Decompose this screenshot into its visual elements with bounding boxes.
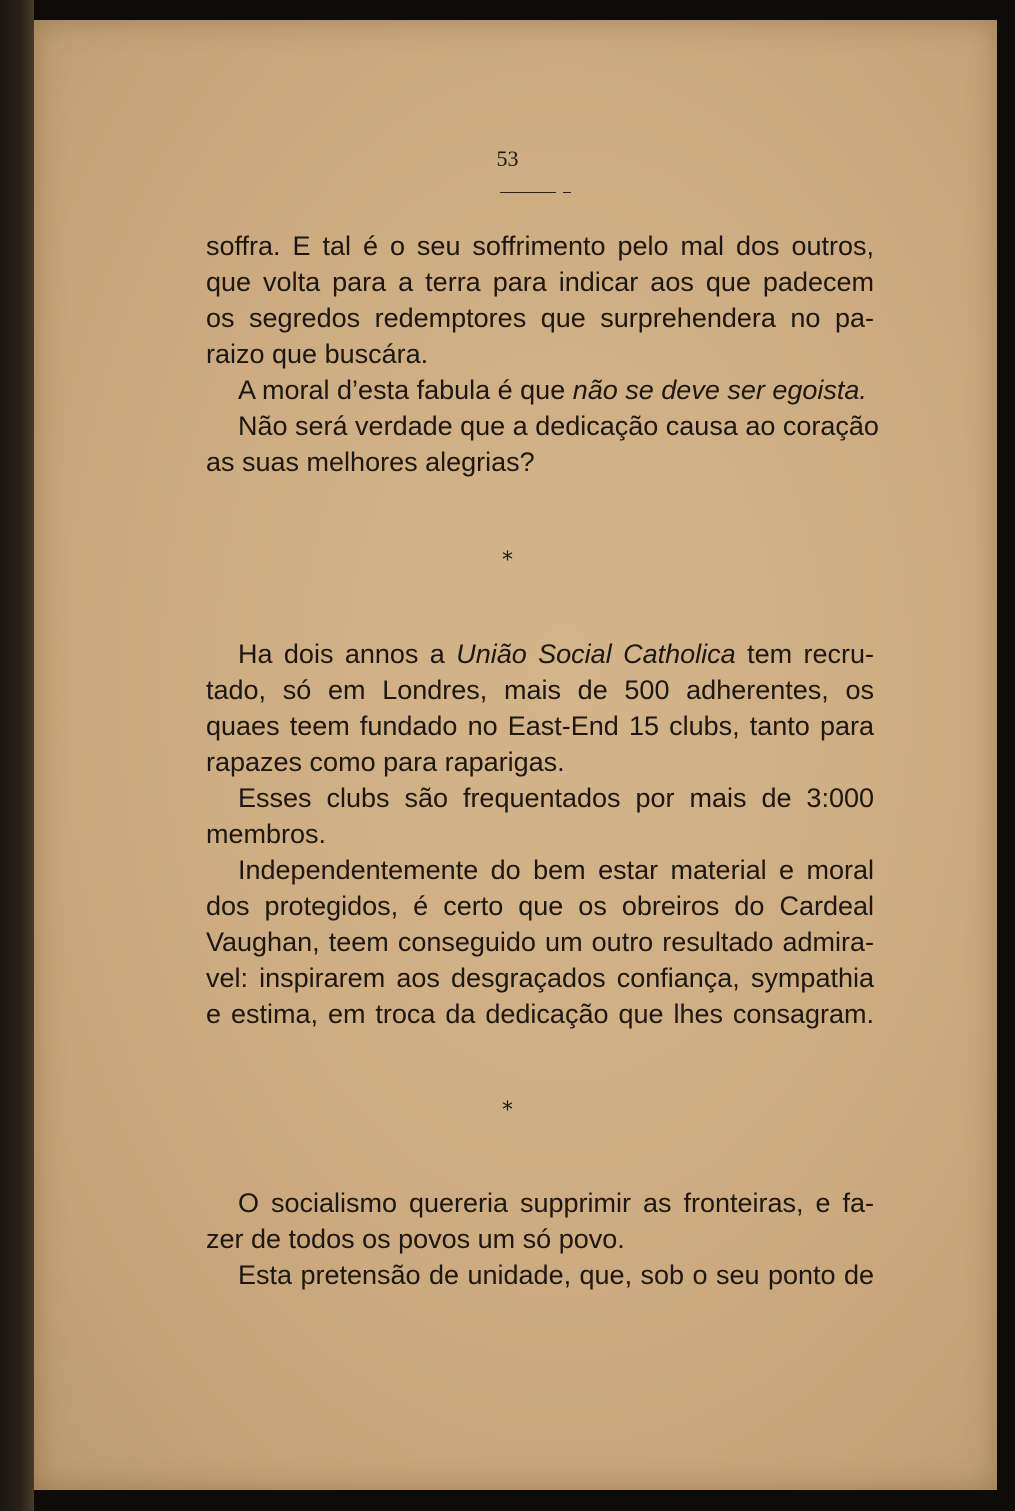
paragraph-7: [206, 1185, 874, 1257]
organization-name: União Social Catholica: [456, 639, 736, 669]
section-ornament-asterisk: *: [502, 548, 513, 573]
text-line: [206, 636, 874, 672]
header-rule: [500, 192, 556, 193]
paragraph-4: [206, 636, 874, 780]
paragraph-3: [206, 408, 879, 480]
paragraph-8: [206, 1257, 874, 1293]
moral-italic: não se deve ser egoista.: [572, 375, 867, 405]
book-spine: [0, 0, 34, 1511]
text-line: e estima, em troca da dedicação que lhes consagram.: [206, 999, 874, 1029]
text-line: soffra. E tal é o seu soffrimento pelo mal dos outros,: [206, 231, 874, 261]
text-line: Esses clubs são frequentados por mais de 3:000: [238, 783, 874, 813]
text-line: as suas melhores alegrias?: [206, 447, 535, 477]
moral-text: A moral d’esta fabula é que: [238, 375, 573, 405]
text-line: tado, só em Londres, mais de 500 adherentes, os: [206, 675, 874, 705]
paragraph-6: [206, 852, 874, 1032]
section-3: [206, 1185, 874, 1293]
paragraph-5: [206, 780, 874, 852]
section-2: [206, 636, 874, 1032]
paragraph-1: [206, 228, 874, 372]
paragraph-2: [206, 372, 874, 408]
section-1: [206, 228, 879, 480]
header-rule-dash: [563, 192, 571, 193]
page-number: 53: [496, 146, 519, 171]
text-line: O socialismo quereria supprimir as fronteiras, e fa-: [238, 1188, 874, 1218]
text-line: Esta pretensão de unidade, que, sob o seu ponto de: [238, 1260, 874, 1290]
text-line: rapazes como para raparigas.: [206, 747, 565, 777]
text-run: Ha dois annos a: [238, 639, 457, 669]
text-run: tem recru-: [735, 639, 874, 669]
text-line: Não será verdade que a dedicação causa ao coração: [238, 411, 879, 441]
text-line: zer de todos os povos um só povo.: [206, 1224, 625, 1254]
text-line: que volta para a terra para indicar aos que padecem: [206, 267, 874, 297]
text-line: quaes teem fundado no East-End 15 clubs, tanto para: [206, 711, 874, 741]
text-line: Independentemente do bem estar material e moral: [238, 855, 874, 885]
text-line: os segredos redemptores que surprehendera no pa-: [206, 303, 874, 333]
section-ornament-asterisk: *: [502, 1098, 513, 1123]
text-line: dos protegidos, é certo que os obreiros do Cardeal: [206, 891, 874, 921]
text-line: raizo que buscára.: [206, 339, 429, 369]
text-line: membros.: [206, 819, 327, 849]
text-line: vel: inspirarem aos desgraçados confiança, sympathia: [206, 963, 874, 993]
text-line: Vaughan, teem conseguido um outro resultado admira-: [206, 927, 874, 957]
